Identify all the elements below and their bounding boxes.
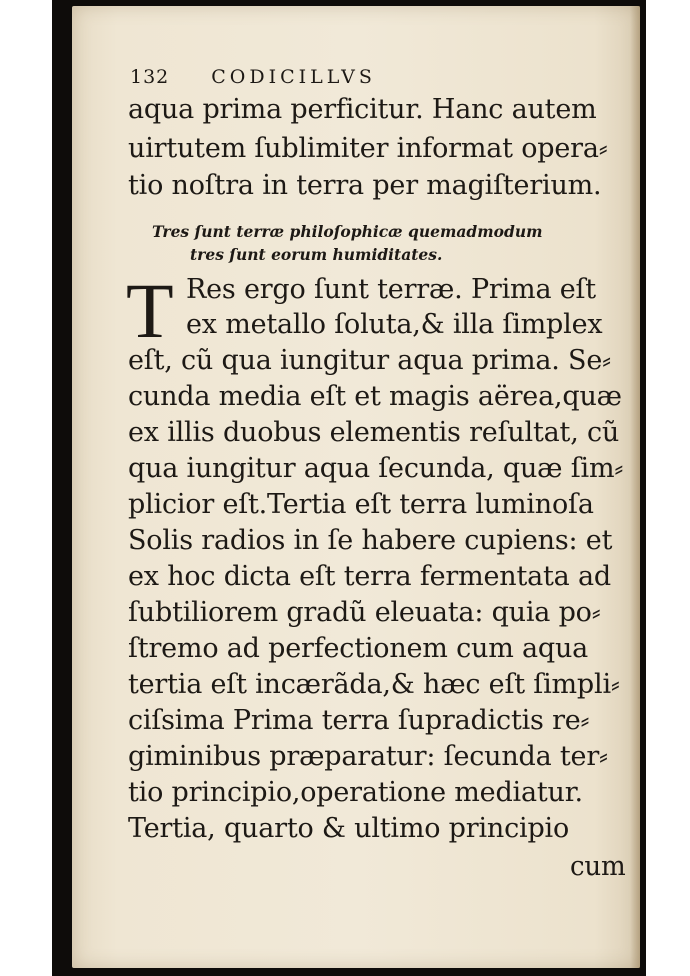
section-heading-line: tres ſunt eorum humiditates.: [190, 245, 443, 264]
page-number: 132: [130, 66, 170, 88]
running-head: [130, 66, 376, 88]
text-line: eſt, cũ qua iungitur aqua prima. Se⸗: [128, 345, 611, 376]
text-line: cunda media eſt et magis aërea,quæ: [128, 381, 622, 412]
text-line: plicior eſt.Tertia eſt terra luminoſa: [128, 489, 594, 520]
text-line: ciſsima Prima terra ſupradictis re⸗: [128, 705, 590, 736]
text-line: Tertia, quarto & ultimo principio: [128, 813, 570, 844]
text-line: tertia eſt incærãda,& hæc eſt ſimpli⸗: [128, 669, 620, 700]
text-line: uirtutem ſublimiter informat opera⸗: [128, 133, 608, 164]
text-line: aqua prima perficitur. Hanc autem: [128, 94, 597, 125]
drop-cap: T: [126, 267, 174, 354]
text-line: ex metallo ſoluta,& illa ſimplex: [186, 309, 603, 340]
text-line: ſtremo ad perfectionem cum aqua: [128, 633, 589, 664]
catchword: cum: [570, 851, 626, 882]
text-line: ſubtiliorem gradũ eleuata: quia po⸗: [128, 597, 601, 628]
text-line: ex illis duobus elementis reſultat, cũ: [128, 417, 620, 448]
text-line: tio principio,operatione mediatur.: [128, 777, 583, 808]
text-line: qua iungitur aqua ſecunda, quæ ſim⸗: [128, 453, 624, 484]
text-line: Res ergo ſunt terræ. Prima eſt: [186, 274, 596, 305]
text-line: ex hoc dicta eſt terra fermentata ad: [128, 561, 611, 592]
section-heading-line: Tres ſunt terræ philoſophicæ quemadmodum: [152, 222, 543, 241]
page-edge: [630, 6, 640, 968]
running-title: CODICILLVS: [211, 66, 376, 88]
text-line: giminibus præparatur: ſecunda ter⸗: [128, 741, 608, 772]
text-line: Solis radios in ſe habere cupiens: et: [128, 525, 613, 556]
text-line: tio noſtra in terra per magiſterium.: [128, 170, 602, 201]
